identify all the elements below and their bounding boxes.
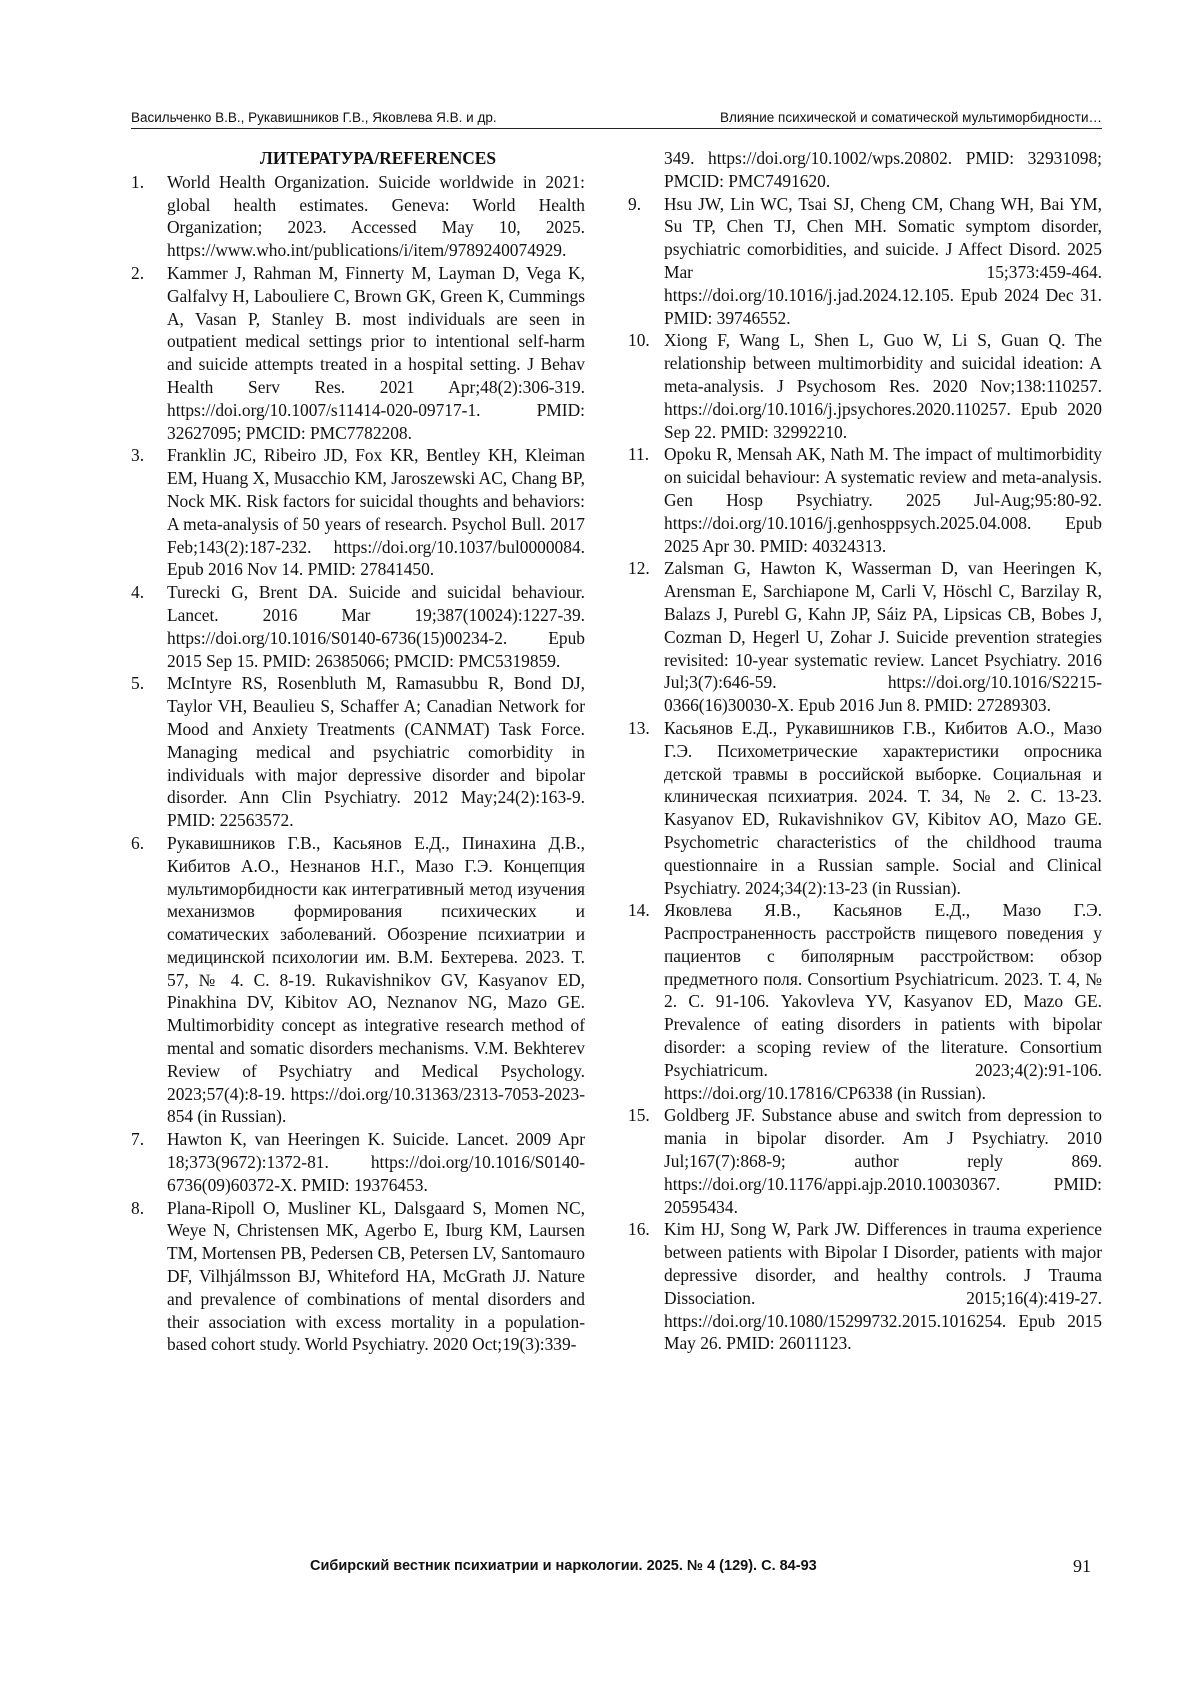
reference-item xyxy=(628,717,1102,899)
reference-list-left xyxy=(131,171,585,1356)
reference-text: Turecki G, Brent DA. Suicide and suicidal behaviour. Lancet. 2016 Mar 19;387(10024):1227-39. https://doi.org/10.1016/S0140-6736(15)00234-2. Epub 2015 Sep 15. PMID: 26385066; PMCID: PMC5319859. xyxy=(167,582,585,671)
reference-text: Kammer J, Rahman M, Finnerty M, Layman D, Vega K, Galfalvy H, Labouliere C, Brown GK, Green K, Cummings A, Vasan P, Stanley B. most individuals are seen in outpatient medical settings prior to intentional self-harm and suicide attempts treated in a hospital setting. J Behav Health Serv Res. 2021 Apr;48(2):306-319. https://doi.org/10.1007/s11414-020-09717-1. PMID: 32627095; PMCID: PMC7782208. xyxy=(167,262,585,443)
reference-number: 9. xyxy=(628,193,642,214)
reference-number: 5. xyxy=(131,673,145,694)
reference-text: Hsu JW, Lin WC, Tsai SJ, Cheng CM, Chang WH, Bai YM, Su TP, Chen TJ, Chen MH. Somatic symptom disorder, psychiatric comorbidities, and suicide. J Affect Disord. 2025 Mar 15;373:459-464. https://doi.org/10.1016/j.jad.2024.12.105. Epub 2024 Dec 31. PMID: 39746552. xyxy=(664,193,1102,328)
reference-item xyxy=(628,557,1102,717)
reference-item xyxy=(628,899,1102,1104)
reference-text: Касьянов Е.Д., Рукавишников Г.В., Кибитов А.О., Мазо Г.Э. Психометрические характеристики опросника детской травмы в российской выборке. Социальная и клиническая психиатрия. 2024. Т. 34, № 2. С. 13-23. Kasyanov ED, Rukavishnikov GV, Kibitov AO, Mazo GE. Psychometric characteristics of the childhood trauma questionnaire in a Russian sample. Social and Clinical Psychiatry. 2024;34(2):13-23 (in Russian). xyxy=(664,717,1102,898)
reference-item xyxy=(131,832,585,1128)
reference-text: Рукавишников Г.В., Касьянов Е.Д., Пинахина Д.В., Кибитов А.О., Незнанов Н.Г., Мазо Г.Э. Концепция мультиморбидности как интегративный метод изучения механизмов формирования психических и соматических заболеваний. Обозрение психиатрии и медицинской психологии им. В.М. Бехтерева. 2023. Т. 57, № 4. С. 8-19. Rukavishnikov GV, Kasyanov ED, Pinakhina DV, Kibitov AO, Neznanov NG, Mazo GE. Multimorbidity concept as integrative research method of mental and somatic disorders mechanisms. V.M. Bekhterev Review of Psychiatry and Medical Psychology. 2023;57(4):8-19. https://doi.org/10.31363/2313-7053-2023-854 (in Russian). xyxy=(167,832,585,1127)
reference-text: World Health Organization. Suicide worldwide in 2021: global health estimates. Geneva: World Health Organization; 2023. Accessed May 10, 2025. https://www.who.int/publications/i/item/9789240074929. xyxy=(167,171,585,261)
reference-number: 1. xyxy=(131,171,145,192)
running-header xyxy=(131,101,1102,129)
header-authors: Васильченко В.В., Рукавишников Г.В., Яковлева Я.В. и др. xyxy=(131,110,497,125)
reference-number: 4. xyxy=(131,582,145,603)
reference-number: 12. xyxy=(628,558,650,579)
reference-text: Яковлева Я.В., Касьянов Е.Д., Мазо Г.Э. Распространенность расстройств пищевого поведения у пациентов с биполярным расстройством: обзор предметного поля. Consortium Psychiatricum. 2023. Т. 4, № 2. С. 91-106. Yakovleva YV, Kasyanov ED, Mazo GE. Prevalence of eating disorders in patients with bipolar disorder: a scoping review of the literature. Consortium Psychiatricum. 2023;4(2):91-106. https://doi.org/10.17816/CP6338 (in Russian). xyxy=(664,900,1102,1103)
section-heading: ЛИТЕРАТУРА/REFERENCES xyxy=(259,148,497,168)
reference-text: Goldberg JF. Substance abuse and switch from depression to mania in bipolar disorder. Am J Psychiatry. 2010 Jul;167(7):868-9; author reply 869. https://doi.org/10.1176/appi.ajp.2010.10030367. PMID: 20595434. xyxy=(664,1105,1102,1217)
reference-item xyxy=(131,581,585,672)
reference-text: Hawton K, van Heeringen K. Suicide. Lancet. 2009 Apr 18;373(9672):1372-81. https://doi.org/10.1016/S0140-6736(09)60372-X. PMID: 19376453. xyxy=(167,1129,585,1195)
reference-text: Opoku R, Mensah AK, Nath M. The impact of multimorbidity on suicidal behaviour: A systematic review and meta-analysis. Gen Hosp Psychiatry. 2025 Jul-Aug;95:80-92. https://doi.org/10.1016/j.genhosppsych.2025.04.008. Epub 2025 Apr 30. PMID: 40324313. xyxy=(664,444,1102,556)
reference-item xyxy=(628,443,1102,557)
reference-list-right xyxy=(628,193,1102,1356)
reference-text: Zalsman G, Hawton K, Wasserman D, van Heeringen K, Arensman E, Sarchiapone M, Carli V, Höschl C, Barzilay R, Balazs J, Purebl G, Kahn JP, Sáiz PA, Lipsicas CB, Bobes J, Cozman D, Hegerl U, Zohar J. Suicide prevention strategies revisited: 10-year systematic review. Lancet Psychiatry. 2016 Jul;3(7):646-59. https://doi.org/10.1016/S2215-0366(16)30030-X. Epub 2016 Jun 8. PMID: 27289303. xyxy=(664,558,1102,716)
left-column xyxy=(131,147,585,1356)
reference-text: Plana-Ripoll O, Musliner KL, Dalsgaard S, Momen NC, Weye N, Christensen MK, Agerbo E, Iburg KM, Laursen TM, Mortensen PB, Pedersen CB, Petersen LV, Santomauro DF, Vilhjálmsson BJ, Whiteford HA, McGrath JJ. Nature and prevalence of combinations of mental disorders and their association with excess mortality in a population-based cohort study. World Psychiatry. 2020 Oct;19(3):339- xyxy=(167,1197,585,1355)
reference-text: McIntyre RS, Rosenbluth M, Ramasubbu R, Bond DJ, Taylor VH, Beaulieu S, Schaffer A; Canadian Network for Mood and Anxiety Treatments (CANMAT) Task Force. Managing medical and psychiatric comorbidity in individuals with major depressive disorder and bipolar disorder. Ann Clin Psychiatry. 2012 May;24(2):163-9. PMID: 22563572. xyxy=(167,673,585,831)
reference-item xyxy=(131,1128,585,1196)
reference-number: 8. xyxy=(131,1197,145,1218)
page-number: 91 xyxy=(1073,1556,1091,1576)
reference-item xyxy=(628,1104,1102,1218)
reference-number: 16. xyxy=(628,1219,650,1240)
reference-item xyxy=(628,329,1102,443)
reference-number: 10. xyxy=(628,330,650,351)
reference-text: Kim HJ, Song W, Park JW. Differences in trauma experience between patients with Bipolar I Disorder, patients with major depressive disorder, and healthy controls. J Trauma Dissociation. 2015;16(4):419-27. https://doi.org/10.1080/15299732.2015.1016254. Epub 2015 May 26. PMID: 26011123. xyxy=(664,1219,1102,1354)
header-title: Влияние психической и соматической мультиморбидности… xyxy=(720,110,1102,125)
reference-number: 15. xyxy=(628,1105,650,1126)
reference-number: 14. xyxy=(628,900,650,921)
reference-number: 13. xyxy=(628,717,650,738)
reference-number: 2. xyxy=(131,262,145,283)
reference-item xyxy=(628,193,1102,330)
reference-text: Xiong F, Wang L, Shen L, Guo W, Li S, Guan Q. The relationship between multimorbidity and suicidal ideation: A meta-analysis. J Psychosom Res. 2020 Nov;138:110257. https://doi.org/10.1016/j.jpsychores.2020.110257. Epub 2020 Sep 22. PMID: 32992210. xyxy=(664,330,1102,442)
reference-item xyxy=(131,1197,585,1357)
reference-number: 11. xyxy=(628,444,650,465)
reference-continuation: 349. https://doi.org/10.1002/wps.20802. PMID: 32931098; PMCID: PMC7491620. xyxy=(664,148,1102,191)
reference-item xyxy=(131,672,585,832)
footer-journal-citation: Сибирский вестник психиатрии и наркологии. 2025. № 4 (129). С. 84-93 xyxy=(310,1558,817,1574)
reference-item xyxy=(628,1218,1102,1355)
reference-item xyxy=(131,171,585,262)
reference-text: Franklin JC, Ribeiro JD, Fox KR, Bentley KH, Kleiman EM, Huang X, Musacchio KM, Jaroszewski AC, Chang BP, Nock MK. Risk factors for suicidal thoughts and behaviors: A meta-analysis of 50 years of research. Psychol Bull. 2017 Feb;143(2):187-232. https://doi.org/10.1037/bul0000084. Epub 2016 Nov 14. PMID: 27841450. xyxy=(167,445,585,580)
reference-number: 6. xyxy=(131,832,145,853)
reference-item xyxy=(131,444,585,581)
right-column xyxy=(628,147,1102,1355)
reference-item xyxy=(131,262,585,444)
reference-number: 3. xyxy=(131,445,145,466)
reference-number: 7. xyxy=(131,1129,145,1150)
